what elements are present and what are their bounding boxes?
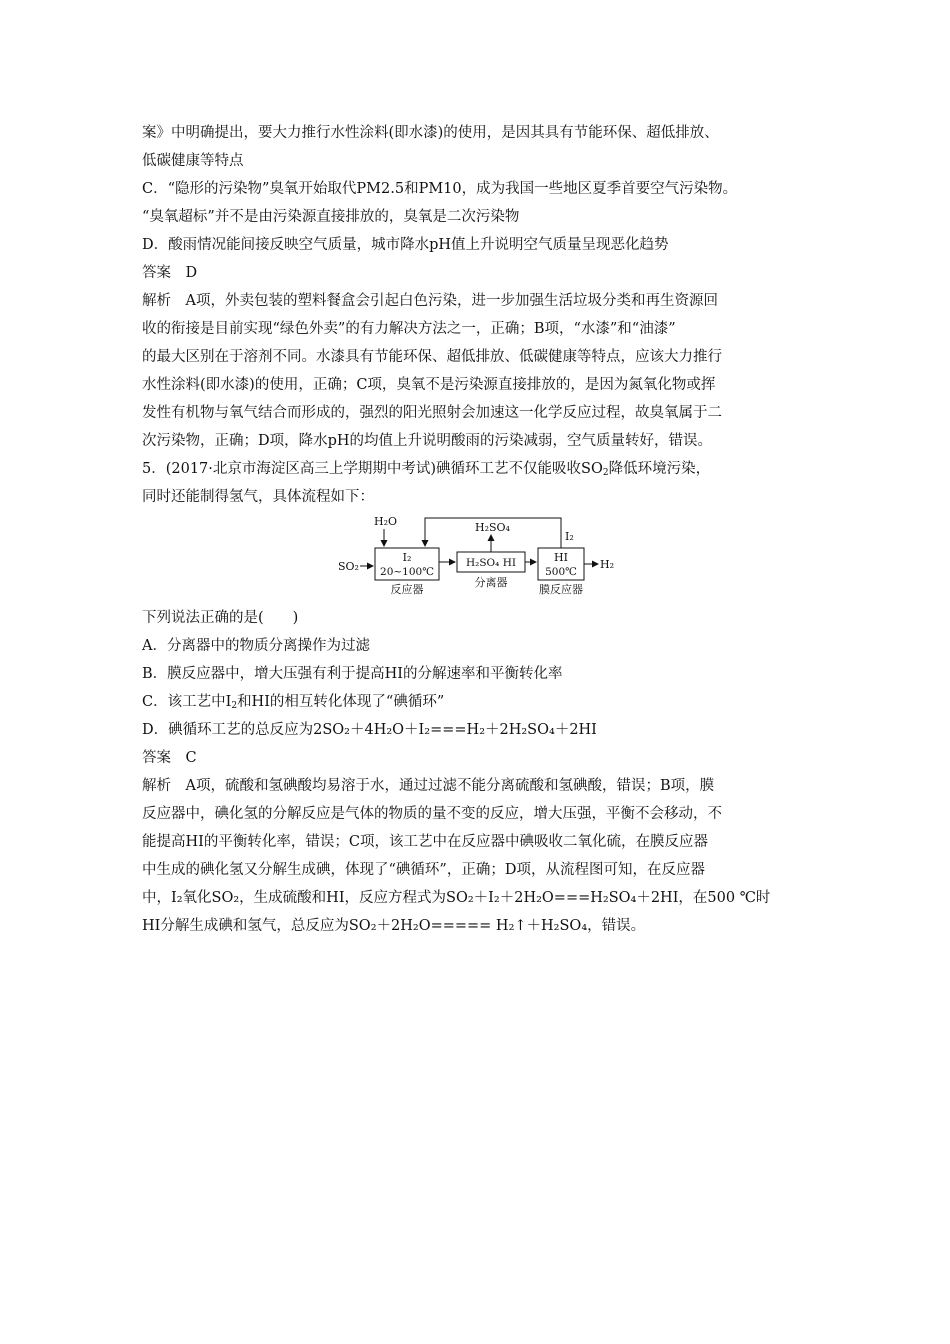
membrane-line-1: HI xyxy=(554,551,568,564)
q5-question: 下列说法正确的是( ) xyxy=(142,610,299,626)
q5-analysis-line: 能提高HI的平衡转化率，错误；C项，该工艺中在反应器中碘吸收二氧化硫，在膜反应器 xyxy=(142,834,708,850)
q4-analysis-line: 解析 A项，外卖包装的塑料餐盒会引起白色污染，进一步加强生活垃圾分类和再生资源回 xyxy=(142,293,718,309)
prev-question-line-2: 低碳健康等特点 xyxy=(142,153,244,169)
q5-option-d: D．碘循环工艺的总反应为2SO₂＋4H₂O＋I₂===H₂＋2H₂SO₄＋2HI xyxy=(142,722,597,738)
q5-option-b: B．膜反应器中，增大压强有利于提高HI的分解速率和平衡转化率 xyxy=(142,666,563,682)
membrane-label: 膜反应器 xyxy=(539,583,583,596)
i2-return-label: I₂ xyxy=(565,530,574,543)
q5-option-a: A．分离器中的物质分离操作为过滤 xyxy=(142,638,370,654)
q5-analysis-line: 反应器中，碘化氢的分解反应是气体的物质的量不变的反应，增大压强，平衡不会移动，不 xyxy=(142,806,722,822)
prev-question-line-1: 案》中明确提出，要大力推行水性涂料(即水漆)的使用，是因其具有节能环保、超低排放、 xyxy=(142,125,719,141)
q4-analysis-line: 次污染物，正确；D项，降水pH的均值上升说明酸雨的污染减弱，空气质量转好，错误。 xyxy=(142,433,713,449)
answer-label: 答案 xyxy=(142,750,171,766)
answer-label: 答案 xyxy=(142,265,171,281)
reactor-label: 反应器 xyxy=(390,583,424,596)
q5-option-c: C．该工艺中$I_2$和HI的相互转化体现了“碘循环” xyxy=(142,694,445,711)
q4-option-c-line-2: “臭氧超标”并不是由污染源直接排放的，臭氧是二次污染物 xyxy=(142,209,520,225)
reactor-line-1: I₂ xyxy=(402,551,412,564)
q4-analysis-line: 收的衔接是目前实现“绿色外卖”的有力解决方法之一，正确；B项，“水漆”和“油漆” xyxy=(142,321,676,337)
q5-analysis-line: 解析 A项，硫酸和氢碘酸均易溶于水，通过过滤不能分离硫酸和氢碘酸，错误；B项，膜 xyxy=(142,778,715,794)
so2-label: SO₂ xyxy=(338,560,359,573)
q4-analysis-line: 水性涂料(即水漆)的使用，正确；C项，臭氧不是污染源直接排放的，是因为氮氧化物或挥 xyxy=(142,377,716,393)
answer-value: C xyxy=(185,750,197,766)
q4-option-d: D．酸雨情况能间接反映空气质量，城市降水pH值上升说明空气质量呈现恶化趋势 xyxy=(142,237,669,253)
q4-option-c-line-1: C．“隐形的污染物”臭氧开始取代PM2.5和PM10，成为我国一些地区夏季首要空气污染物。 xyxy=(142,181,738,197)
reactor-line-2: 20~100℃ xyxy=(380,566,434,578)
q4-analysis-line: 的最大区别在于溶剂不同。水漆具有节能环保、超低排放、低碳健康等特点，应该大力推行 xyxy=(142,349,722,365)
q5-analysis-line: HI分解生成碘和氢气，总反应为SO₂＋2H₂O===== H₂↑＋H₂SO₄，错误。 xyxy=(142,918,646,934)
q5-analysis-line: 中，I₂氧化SO₂，生成硫酸和HI，反应方程式为SO₂＋I₂＋2H₂O===H₂SO₄＋2HI，在500 ℃时 xyxy=(142,890,771,906)
q5-answer xyxy=(142,748,197,768)
q5-analysis-line: 中生成的碘化氢又分解生成碘，体现了“碘循环”，正确；D项，从流程图可知，在反应器 xyxy=(142,862,705,878)
q4-answer xyxy=(142,263,197,283)
separator-content: H₂SO₄ HI xyxy=(465,557,517,569)
h2-out-label: H₂ xyxy=(600,558,615,571)
h2so4-out-label: H₂SO₄ xyxy=(475,521,510,534)
answer-value: D xyxy=(185,265,198,281)
q4-analysis-line: 发性有机物与氧气结合而形成的，强烈的阳光照射会加速这一化学反应过程，故臭氧属于二 xyxy=(142,405,722,421)
membrane-line-2: 500℃ xyxy=(545,566,577,578)
iodine-cycle-flow-diagram xyxy=(330,510,620,602)
q5-stem-line-2: 同时还能制得氢气，具体流程如下： xyxy=(142,489,374,505)
separator-label: 分离器 xyxy=(474,576,508,589)
h2o-label: H₂O xyxy=(374,515,398,528)
q5-stem-line-1: 5．(2017·北京市海淀区高三上学期期中考试)碘循环工艺不仅能吸收$SO_2$降低环境污染， xyxy=(142,461,711,478)
